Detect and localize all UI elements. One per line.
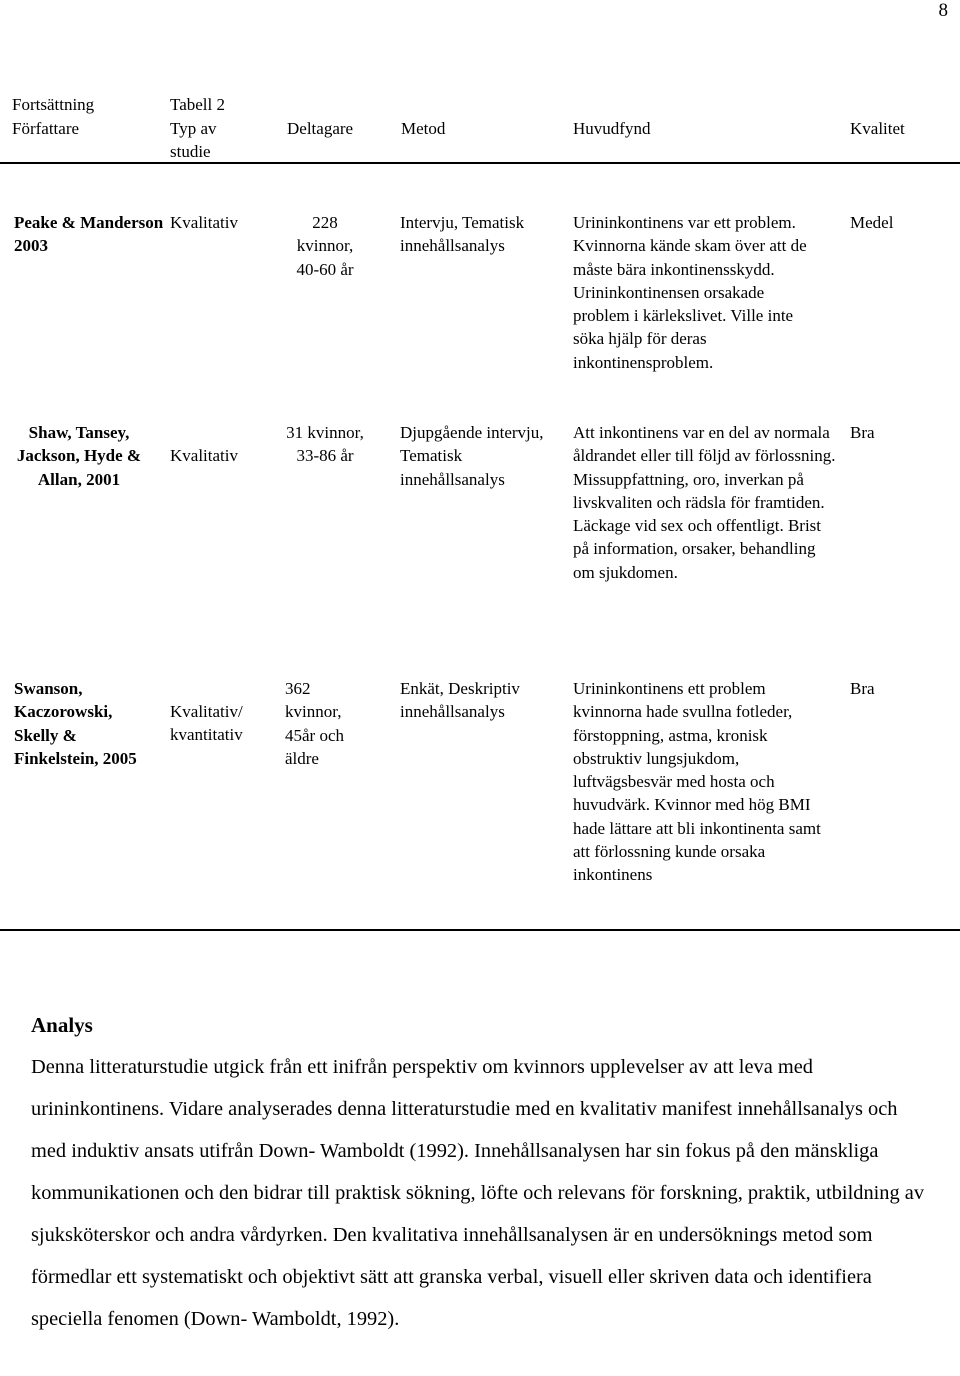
table-continuation-label: Fortsättning — [12, 95, 95, 114]
row-3-author: Swanson, Kaczorowski, Skelly & Finkelstein, 2005 — [14, 679, 137, 768]
header-author: Författare — [12, 119, 80, 138]
row-1-quality: Medel — [850, 213, 894, 232]
row-3-findings: Urininkontinens ett problem kvinnorna hade svullna fotleder, förstoppning, astma, kronisk obstruktiv lungsjukdom, luftvägsbesvär med hosta och huvudvärk. Kvinnor med hög BMI hade lättare att bli inkontinenta samt att förlossning kunde orsaka inkontinens — [573, 679, 821, 885]
row-1-study-type: Kvalitativ — [170, 213, 238, 232]
row-1-participants: 228 kvinnor, 40-60 år — [296, 213, 354, 279]
row-2-method: Djupgående intervju, Tematisk innehållsanalys — [400, 423, 544, 489]
row-1-method: Intervju, Tematisk innehållsanalys — [400, 213, 525, 256]
row-2-findings: Att inkontinens var en del av normala åldrandet eller till följd av förlossning. Missuppfattning, oro, inverkan på livskvaliten och rädsla för framtiden. Läckage vid sex och offentligt. Brist på information, orsaker, behandling om sjukdomen. — [573, 423, 836, 582]
header-participants: Deltagare — [287, 119, 354, 138]
row-1-findings: Urininkontinens var ett problem. Kvinnorna kände skam över att de måste bära inkontinensskydd. Urininkontinensen orsakade problem i kärlekslivet. Ville inte söka hjälp för deras inkontinensproblem. — [573, 213, 807, 372]
page-number: 8 — [938, 0, 948, 21]
table-caption: Tabell 2 — [170, 95, 225, 114]
row-2-study-type: Kvalitativ — [170, 446, 238, 465]
header-findings: Huvudfynd — [573, 119, 651, 138]
section-heading: Analys — [31, 1013, 93, 1037]
row-1-author: Peake & Manderson 2003 — [14, 213, 164, 256]
header-method: Metod — [401, 119, 446, 138]
header-divider — [0, 162, 960, 164]
row-2-author: Shaw, Tansey, Jackson, Hyde & Allan, 2001 — [16, 423, 142, 489]
row-3-participants: 362 kvinnor, 45år och äldre — [285, 679, 345, 768]
row-2-quality: Bra — [850, 423, 875, 442]
row-3-method: Enkät, Deskriptiv innehållsanalys — [400, 679, 520, 722]
row-3-quality: Bra — [850, 679, 875, 698]
row-2-participants: 31 kvinnor, 33-86 år — [286, 423, 364, 466]
header-study-type: Typ av studie — [170, 119, 217, 161]
table-bottom-rule — [0, 929, 960, 931]
section-paragraph: Denna litteraturstudie utgick från ett inifrån perspektiv om kvinnors upplevelser av att leva med urininkontinens. Vidare analyserades denna litteraturstudie med en kvalitativ manifest innehållsanalys och med induktiv ansats utifrån Down- Wamboldt (1992). Innehållsanalysen har sin fokus på den mänskliga kommunikationen och den bidrar till praktisk sökning, löfte och relevans för forskning, praktik, utbildning av sjuksköterskor och andra vårdyrken. Den kvalitativa innehållsanalysen är en undersöknings metod som förmedlar ett systematiskt och objektivt sätt att granska verbal, visuell eller skriven data och identifiera speciella fenomen (Down- Wamboldt, 1992). — [31, 1056, 925, 1330]
header-quality: Kvalitet — [850, 119, 905, 138]
row-3-study-type: Kvalitativ/ kvantitativ — [170, 702, 243, 745]
